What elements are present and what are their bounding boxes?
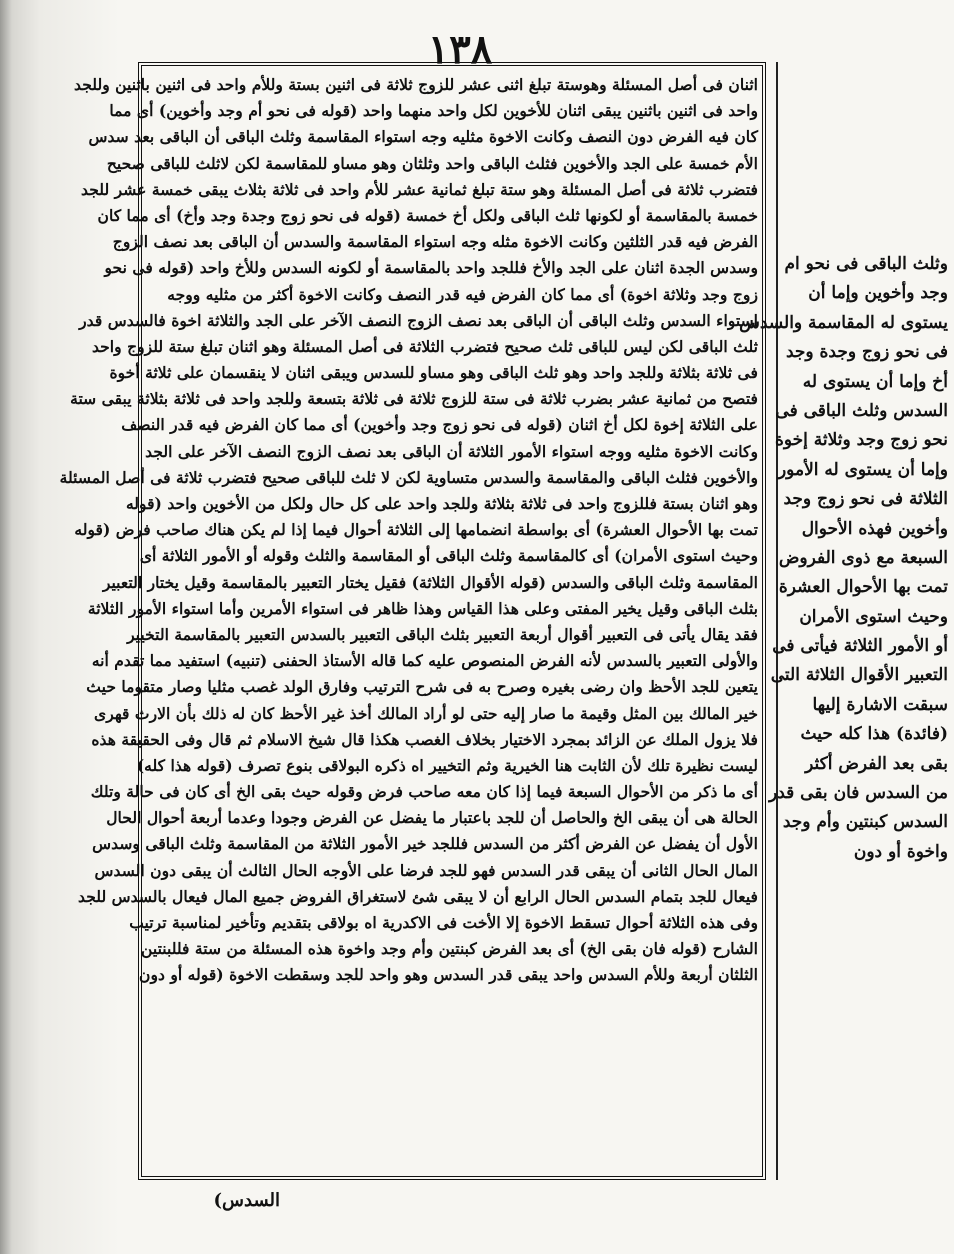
margin-line: فى نحو زوج وجدة وجد xyxy=(785,342,948,363)
text-line: الأم خمسة على الجد والأخوين فثلث الباقى واحد وثلثان وهو مساو للمقاسمة لكن لاثلث للباقى صحيح xyxy=(106,153,758,173)
margin-line: السدس وثلث الباقى فى xyxy=(775,400,948,421)
text-line: خير المالك بين المثل وقيمة ما صار إليه حتى لو أراد المالك أخذ غير الأحظ كان له ذلك بأن الارث قهرى xyxy=(94,703,758,723)
margin-line: وأخوين فهذه الأحوال xyxy=(801,518,948,539)
margin-line: وثلث الباقى فى نحو ام xyxy=(784,254,948,274)
text-line: كان فيه الفرض دون النصف وكانت الاخوة مثليه وجه استواء المقاسمة وثلث الباقى أن الباقى بعد سدس xyxy=(88,127,758,147)
text-line: على الثلاثة إخوة لكل أخ اثنان (قوله فى نحو زوج وجد وأخوين) أى مما كان الفرض فيه قدر النصف xyxy=(121,415,758,435)
text-line: الشارح (قوله فان بقى الخ) أى بعد الفرض كبنتين وأم وجد واخوة هذه المسئلة من ستة فللبنتين xyxy=(141,939,758,959)
margin-line: التعبير الأقوال الثلاثة التى xyxy=(770,665,948,686)
margin-line: السدس كبنتين وأم وجد xyxy=(782,812,948,833)
text-line: والأخوين فثلث الباقى والمقاسمة والسدس متساوية لكن لا ثلث للباقى صحيح فتضرب ثلاثة فى أصل المسئلة xyxy=(59,467,758,487)
text-line: المقاسمة وثلث الباقى والسدس (قوله الأقوال الثلاثة) فقيل يختار التعبير بالمقاسمة وقيل يختار التعبير xyxy=(102,572,758,592)
text-line: زوج وجد وثلاثة اخوة) أى مما كان الفرض فيه قدر النصف وكانت الاخوة أكثر من مثليه ووجه xyxy=(167,284,758,304)
text-line: الأول أن يفضل عن الفرض أكثر من السدس فللجد خير الأمور الثلاثة من المقاسمة وثلث الباقى وسدس xyxy=(92,834,758,854)
text-line: الفرض فيه قدر الثلثين وكانت الاخوة مثله وجه استواء المقاسمة والسدس أن الباقى بعد نصف الزوج xyxy=(112,232,758,252)
text-line: فيعال للجد بتمام السدس الحال الرابع أن لا يبقى شئ لاستغراق الفروض جميع المال فيعال بالسدس للجد xyxy=(78,886,758,906)
text-line: فتضرب ثلاثة فى أصل المسئلة وهو ستة تبلغ ثمانية عشر للأم واحد فى ثلاثة بثلاث يبقى خمسة عشر للجد xyxy=(81,179,758,199)
margin-line: الثلاثة فى نحو زوج وجد xyxy=(783,489,948,510)
text-line: أى ما ذكر من الأحوال السبعة فيما إذا كان معه صاحب فرض وقوله حيث بقى الخ أى كان فى حالة وتلك xyxy=(90,782,758,802)
margin-line: سبقت الاشارة إليها xyxy=(812,694,948,715)
text-line: والأولى التعبير بالسدس لأنه الفرض المنصوص عليه كما قاله الأستاذ الحفنى (تنبيه) استفيد مما تقدم أنه xyxy=(91,651,758,671)
margin-line: وجد وأخوين وإما أن xyxy=(808,283,948,304)
margin-rule xyxy=(776,62,778,1180)
text-line: الثلثان أربعة وللأم السدس واحد يبقى قدر السدس وهو واحد للجد وسقطت الاخوة (قوله أو دون xyxy=(139,965,758,985)
text-line: يتعين للجد الأحظ وان رضى بغيره وصرح به فى شرح الترتيب وفارق الولد غصب مثليا وصار متقوما حيث xyxy=(86,677,758,697)
catchword: السدس) xyxy=(213,1190,280,1211)
margin-line: واخوة أو دون xyxy=(853,841,948,862)
margin-line: (فائدة) هذا كله حيث xyxy=(800,724,948,745)
text-line: فقد يقال يأتى فى التعبير أقوال أربعة التعبير بثلث الباقى التعبير بالسدس التعبير بالمقاسمة التخيير xyxy=(127,624,758,644)
text-line: الحالة هى أن يبقى الخ والحاصل أن للجد باعتبار ما يفضل عن الفرض وجودا وعدما أربعة أحوال الحال xyxy=(106,808,758,828)
text-line: المال الحال الثانى أن يبقى قدر السدس فهو للجد فرضا على الأوجه الحال الثالث أن يبقى دون السدس xyxy=(94,860,758,880)
margin-line: يستوى له المقاسمة والسدس xyxy=(739,312,948,333)
text-line: بثلث الباقى وقيل يخير المفتى وعلى هذا القياس وهذا ظاهر فى استواء الأمرين وأما استواء الأمور الثلاثة xyxy=(87,598,758,618)
margin-line: وإما أن يستوى له الأمور xyxy=(777,459,948,480)
margin-line: السبعة مع ذوى الفروض xyxy=(778,547,948,568)
text-line: تمت بها الأحوال العشرة) أى بواسطة انضمامها إلى الثلاثة أحوال فيما إذا لم يكن هناك صاحب فرض (قوله xyxy=(74,520,758,540)
text-line: وهو اثنان بستة فللزوج واحد فى ثلاثة بثلاثة وللجد واحد على كل حال ولكل من الأخوين واحد (قوله xyxy=(125,494,758,513)
text-line: وفى هذه الثلاثة أحوال تسقط الاخوة إلا الأخت فى الاكدرية اه بولاقى بتقديم وتأخير لمناسبة ترتيب xyxy=(129,913,758,932)
margin-line: أو الأمور الثلاثة فيأتى فى xyxy=(772,636,948,657)
text-line: فى ثلاثة بثلاثة وللجد واحد وهو ثلث الباقى وهو مساو للسدس ويبقى اثنان لا ينقسمان على ثلاثة أخوة xyxy=(109,363,758,383)
text-line: وسدس الجدة اثنان على الجد والأخ فللجد واحد بالمقاسمة أو لكونه السدس وللأخ واحد (قوله فى نحو xyxy=(104,258,758,278)
text-line: ثلث الباقى لكن ليس للباقى ثلث صحيح فتضرب الثلاثة فى أصل المسئلة وهو اثنان تبلغ ستة للزوج واحد xyxy=(91,336,758,356)
margin-line: وحيث استوى الأمران xyxy=(799,606,948,627)
page-number: ١٣٨ xyxy=(427,26,493,73)
text-line: وحيث استوى الأمران) أى كالمقاسمة وثلث الباقى أو المقاسمة والثلث وقوله أو الأمور الثلاثة أى xyxy=(139,546,758,566)
text-line: خمسة بالمقاسمة أو لكونها ثلث الباقى ولكل أخ خمسة (قوله فى نحو زوج وجدة وجد وأخ) أى مما كان xyxy=(97,205,758,225)
margin-line: تمت بها الأحوال العشرة xyxy=(778,577,948,598)
margin-line: أخ وإما أن يستوى له xyxy=(802,371,948,392)
margin-line: من السدس فان بقى قدر xyxy=(768,783,948,804)
text-line: اثنان فى أصل المسئلة وهوستة تبلغ اثنى عشر للزوج ثلاثة فى اثنين بستة وللأم واحد فى اثنين باثنين وللجد xyxy=(74,75,758,94)
text-line: فلا يزول الملك عن الزائد بمجرد الاختيار بخلاف الغصب هكذا قال شيخ الاسلام ثم قال وفى الحقيقة هذه xyxy=(91,729,758,749)
text-line: ليست نظيرة تلك لأن الثابت هنا الخيرية وثم التخيير اه ذكره البولاقى بنوع تصرف (قوله هذا كله) xyxy=(136,755,758,775)
main-commentary-text xyxy=(59,72,758,1172)
text-line: فتصح من ثمانية عشر بضرب ثلاثة فى ستة للزوج ثلاثة فى ثلاثة بتسعة وللجد واحد فى ثلاثة بثلاثة يبقى ستة xyxy=(70,389,758,409)
text-line: استواء السدس وثلث الباقى أن الباقى بعد نصف الزوج النصف الآخر على الجد والثلاثة اخوة فالسدس قدر xyxy=(79,310,758,330)
text-line: وكانت الاخوة مثليه ووجه استواء الأمور الثلاثة أن الباقى بعد نصف الزوج النصف الآخر على الجد xyxy=(145,441,758,461)
margin-line: نحو زوج وجد وثلاثة إخوة xyxy=(774,430,948,451)
margin-note-text xyxy=(739,250,948,867)
text-line: واحد فى اثنين باثنين يبقى اثنان للأخوين لكل واحد منهما واحد (قوله فى نحو أم وجد وأخوين) أى مما xyxy=(109,101,758,121)
margin-line: بقى بعد الفرض أكثر xyxy=(805,753,948,774)
